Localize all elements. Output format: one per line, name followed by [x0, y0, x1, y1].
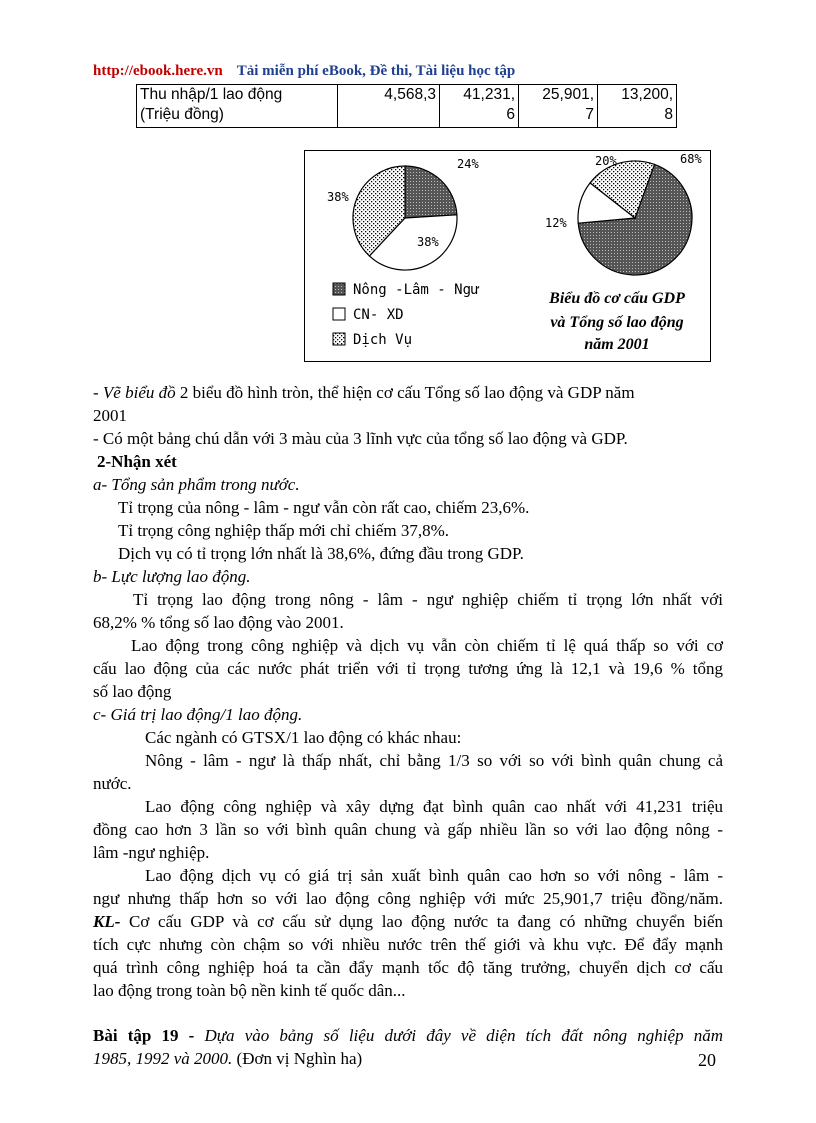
b-line-4: cấu lao động của các nước phát triển với tỉ trọng tương ứng là 12,1 và 19,6 % tổng	[93, 659, 723, 678]
kl-line-3: quá trình công nghiệp hoá ta cần đẩy mạnh tốc độ tăng trưởng, chuyển dịch cơ cấu	[93, 958, 723, 977]
pie-label-gdp-1: 38%	[417, 235, 439, 249]
exercise-line-1: Bài tập 19 - Dựa vào bảng số liệu dưới đây về diện tích đất nông nghiệp năm	[93, 1026, 724, 1045]
chart-title-line1: Biểu đồ cơ cấu GDP	[549, 290, 685, 307]
table-cell: 13,200, 8	[598, 85, 677, 128]
a-line-1: Tỉ trọng của nông - lâm - ngư vẫn còn rất cao, chiếm 23,6%.	[118, 498, 530, 517]
a-line-3: Dịch vụ có tỉ trọng lớn nhất là 38,6%, đứng đầu trong GDP.	[118, 544, 524, 563]
body-text	[93, 381, 723, 1070]
c-line-3: nước.	[93, 774, 132, 793]
c-line-7: Lao động dịch vụ có giá trị sản xuất bình quân cao hơn so với nông - lâm -	[145, 866, 723, 885]
c-line-8: ngư nhưng thấp hơn so với lao động công nghiệp với mức 25,901,7 triệu đồng/năm.	[93, 889, 723, 908]
legend-swatch-service	[333, 333, 345, 345]
subheading-b: b- Lực lượng lao động.	[93, 567, 251, 586]
pie-chart-figure	[304, 150, 711, 362]
legend-label-agri: Nông -Lâm - Ngư	[353, 282, 480, 298]
chart-svg	[305, 151, 710, 361]
page-number: 20	[698, 1050, 716, 1070]
kl-line-2: tích cực nhưng còn chậm so với nhiều nước trên thế giới và khu vực. Để đẩy mạnh	[93, 935, 723, 954]
pie-label-labor-2: 20%	[595, 154, 617, 168]
paragraph-2: - Có một bảng chú dẫn với 3 màu của 3 lĩnh vực của tổng số lao động và GDP.	[93, 429, 628, 448]
kl-line-4: lao động trong toàn bộ nền kinh tế quốc dân...	[93, 981, 406, 1000]
pie-label-gdp-2: 38%	[327, 190, 349, 204]
pie-slice-gdp-0	[405, 166, 457, 218]
subheading-c: c- Giá trị lao động/1 lao động.	[93, 705, 303, 724]
table-row	[137, 85, 677, 128]
legend-label-industry: CN- XD	[353, 307, 404, 323]
income-table	[136, 84, 677, 128]
a-line-2: Tỉ trọng công nghiệp thấp mới chỉ chiếm 37,8%.	[118, 521, 449, 540]
gdp-pie	[353, 166, 457, 270]
labor-pie	[578, 161, 692, 275]
c-line-4: Lao động công nghiệp và xây dựng đạt bình quân cao nhất với 41,231 triệu	[145, 797, 723, 816]
pie-label-gdp-0: 24%	[457, 157, 479, 171]
chart-title-line3: năm 2001	[584, 336, 650, 353]
legend-swatch-industry	[333, 308, 345, 320]
c-line-1: Các ngành có GTSX/1 lao động có khác nhau:	[145, 728, 462, 747]
legend-label-service: Dịch Vụ	[353, 332, 413, 348]
table-cell: 25,901, 7	[519, 85, 598, 128]
table-cell: 4,568,3	[338, 85, 440, 128]
section-heading: 2-Nhận xét	[97, 452, 177, 471]
pie-label-labor-0: 68%	[680, 152, 702, 166]
b-line-5: số lao động	[93, 682, 172, 701]
b-line-3: Lao động trong công nghiệp và dịch vụ vẫn còn chiếm tỉ lệ quá thấp so với cơ	[131, 636, 723, 655]
c-line-6: lâm -ngư nghiệp.	[93, 843, 210, 862]
b-line-1: Tỉ trọng lao động trong nông - lâm - ngư nghiệp chiếm tỉ trọng lớn nhất với	[133, 590, 723, 609]
table-cell: 41,231, 6	[440, 85, 519, 128]
kl-line-1: KL- Cơ cấu GDP và cơ cấu sử dụng lao động nước ta đang có những chuyển biến	[93, 912, 723, 931]
legend-swatch-agri	[333, 283, 345, 295]
page-header	[93, 63, 515, 80]
c-line-5: đồng cao hơn 3 lần so với bình quân chung và gấp nhiều lần so với lao động nông -	[93, 820, 723, 839]
paragraph-1: - Vẽ biểu đồ 2 biểu đồ hình tròn, thể hiện cơ cấu Tổng số lao động và GDP năm	[93, 383, 635, 402]
subheading-a: a- Tổng sản phẩm trong nước.	[93, 475, 300, 494]
header-tagline: Tải miễn phí eBook, Đề thi, Tài liệu học tập	[236, 63, 516, 79]
pie-label-labor-1: 12%	[545, 216, 567, 230]
header-url-link[interactable]: http://ebook.here.vn	[93, 63, 223, 79]
paragraph-1b: 2001	[93, 406, 127, 425]
chart-title-line2: và Tổng số lao động	[550, 314, 684, 331]
exercise-line-2: 1985, 1992 và 2000. (Đơn vị Nghìn ha)	[93, 1049, 363, 1068]
c-line-2: Nông - lâm - ngư là thấp nhất, chỉ bằng 1/3 so với so với bình quân chung cả	[145, 751, 723, 770]
b-line-2: 68,2% % tổng số lao động vào 2001.	[93, 613, 344, 632]
table-cell-label: Thu nhập/1 lao động (Triệu đồng)	[137, 85, 338, 128]
